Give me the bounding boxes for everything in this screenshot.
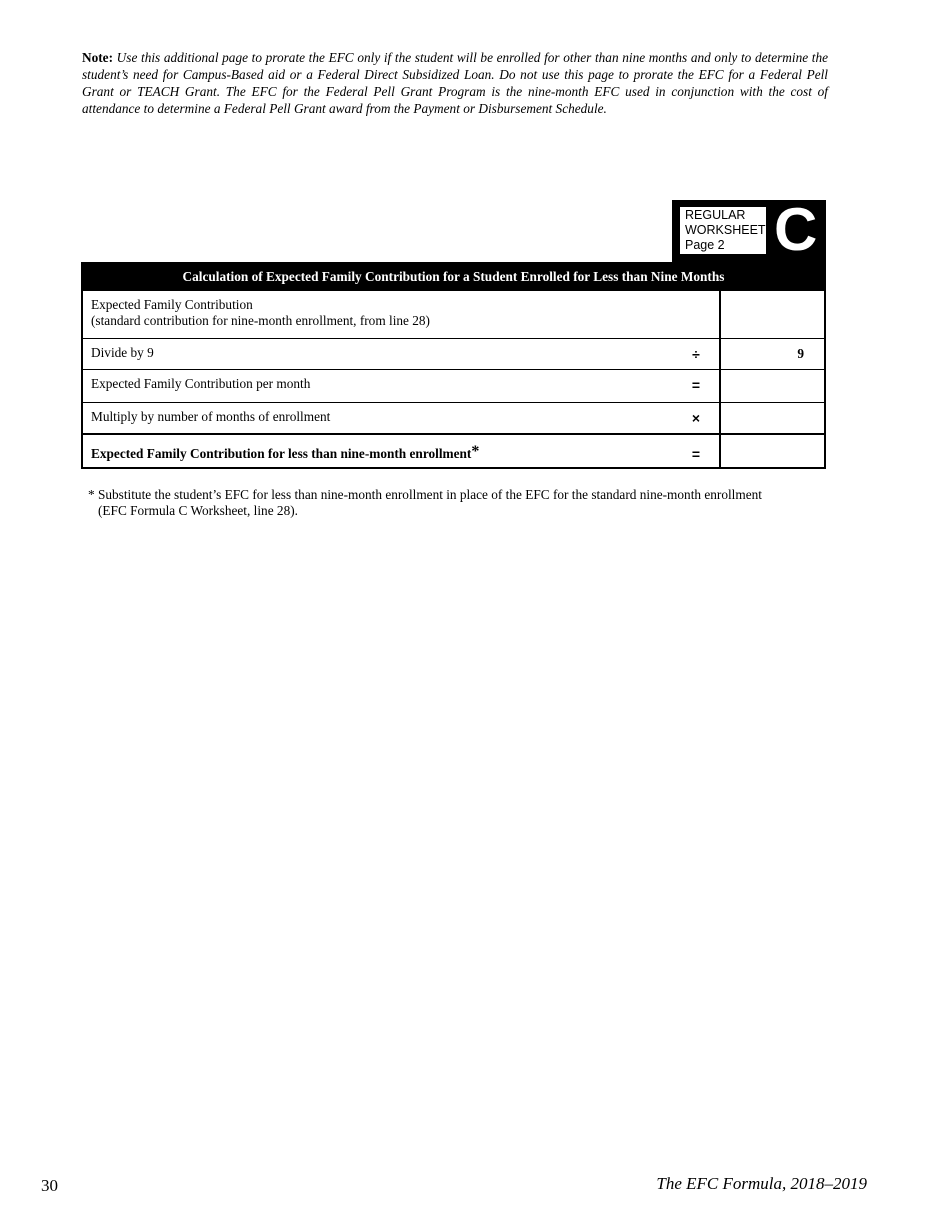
note-paragraph (82, 49, 828, 117)
footnote (88, 487, 808, 518)
footnote-line-2: (EFC Formula C Worksheet, line 28). (98, 502, 298, 518)
result-label: Expected Family Contribution for less than nine-month enrollment (91, 446, 472, 461)
equals-operator: = (691, 377, 701, 393)
badge-line-worksheet: WORKSHEET (685, 223, 766, 237)
per-month-input-box[interactable] (719, 370, 824, 402)
worksheet-badge (672, 196, 826, 263)
result-input-box[interactable] (719, 435, 824, 467)
row-label-main: Expected Family Contribution (91, 297, 253, 312)
row-label: Divide by 9 (91, 345, 154, 360)
footnote-line-1: * Substitute the student’s EFC for less than nine-month enrollment in place of the EFC for the standard nine-month enrollment (88, 487, 762, 502)
badge-line-regular: REGULAR (685, 208, 746, 222)
row-label: Multiply by number of months of enrollment (91, 409, 331, 424)
efc-input-box[interactable] (719, 291, 824, 338)
equals-operator: = (691, 446, 701, 462)
table-row-efc (83, 290, 824, 338)
note-text: Use this additional page to prorate the EFC only if the student will be enrolled for other than nine months and only to determine the student’s need for Campus-Based aid or a Federal Direct Subsidized Loan. Do not use this page to prorate the EFC for a Federal Pell Grant or TEACH Grant. The EFC for the Federal Pell Grant Program is the nine-month EFC used in conjunction with the cost of attendance to determine a Federal Pell Grant award from the Payment or Disbursement Schedule. (82, 50, 829, 116)
months-input-box[interactable] (719, 403, 824, 433)
divisor-value: 9 (719, 339, 824, 369)
row-label (83, 435, 673, 467)
page-number: 30 (41, 1176, 58, 1195)
badge-letter: C (774, 196, 818, 263)
divide-operator: ÷ (692, 346, 700, 362)
table-row-divide (83, 338, 824, 369)
table-row-multiply (83, 402, 824, 433)
worksheet-table (81, 262, 826, 469)
footer-title: The EFC Formula, 2018–2019 (656, 1174, 867, 1193)
badge-line-page: Page 2 (685, 238, 725, 252)
row-label-sub: (standard contribution for nine-month enrollment, from line 28) (91, 313, 430, 328)
badge-label-box (680, 207, 766, 254)
note-label: Note: (82, 50, 114, 65)
multiply-operator: × (691, 410, 701, 426)
row-label: Expected Family Contribution per month (91, 376, 311, 391)
row-label (83, 291, 673, 338)
table-row-per-month (83, 369, 824, 402)
footnote-marker: * (471, 443, 480, 460)
worksheet-header: Calculation of Expected Family Contribution for a Student Enrolled for Less than Nine Months (83, 264, 824, 290)
table-row-result (83, 433, 824, 467)
row-operator (673, 291, 719, 338)
